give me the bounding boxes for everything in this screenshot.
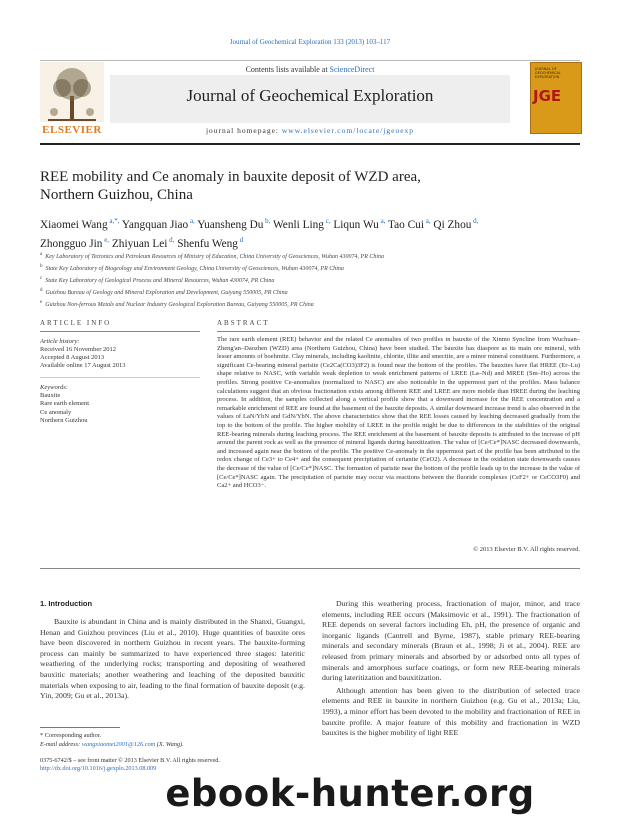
homepage-prefix: journal homepage:	[205, 126, 282, 135]
article-history	[40, 338, 200, 370]
intro-paragraph: Although attention has been given to the distribution of selected trace elements and REE in bauxite in northern Guizhou (e.g. Gu et al., 2013a; Liu, 1993), a minor effort has been devoted to the mobility and fractionation of REE in bauxite profile. A major feature of this mobility and fractionation in WZD bauxites is the higher mobility of light REE	[322, 685, 580, 738]
affiliation-item	[40, 286, 580, 298]
email-link[interactable]: wangxiaomei2001@126.com	[81, 740, 156, 748]
keywords-label: Keywords:	[40, 384, 68, 391]
header-divider	[40, 143, 580, 145]
footnote-divider	[40, 727, 120, 728]
keywords-block	[40, 384, 200, 425]
history-online: Available online 17 August 2013	[40, 362, 126, 369]
author-name[interactable]: Tao Cui	[388, 218, 424, 231]
affiliation-text: Guizhou Non-ferrous Metals and Nuclear Industry Geological Exploration Bureau, Guiyang 550005, PR China	[45, 302, 314, 308]
affiliation-item	[40, 298, 580, 310]
keyword-item: Bauxite	[40, 392, 61, 400]
history-received: Received 16 November 2012	[40, 346, 116, 353]
cover-abbrev: JGE	[533, 87, 562, 105]
abstract-heading: ABSTRACT	[217, 319, 270, 327]
article-info-heading: ARTICLE INFO	[40, 319, 112, 327]
journal-cover-thumbnail	[530, 62, 582, 134]
contents-prefix: Contents lists available at	[245, 65, 330, 74]
author-name[interactable]: Yuansheng Du	[197, 218, 264, 231]
intro-paragraph: Bauxite is abundant in China and is mainly distributed in the Shanxi, Guangxi, Henan and Guizhou provinces (Liu et al., 2010). Huge quantities of bauxite ores have been discovered in northern Guizhou in recent years. The bauxite-forming process can mainly be summarized to have experienced three stages: lateritic weathering of the underlying rocks; transporting and depositing of weathered bauxitic materials; another weathering and leaching of the deposited bauxitic materials when exposing to air, leading to the final formation of bauxite deposit (e.g. Yin, 2009; Gu et al., 2013a).	[40, 617, 305, 701]
journal-homepage	[110, 126, 510, 135]
email-suffix: (X. Wang).	[155, 740, 184, 748]
intro-paragraph: During this weathering process, fractionation of major, minor, and trace elements, including REE occurs (Maksimovic et al., 1991). The fractionation of REE depends on several factors including Eh, pH, the presence of organic and inorganic ligands (Cantrell and Byrne, 1987), stable primary REE-bearing minerals and secondary minerals (Braun et al., 1998; Ji et al., 2004). REE are released from primary minerals and absorbed by or adsorbed onto all types of minerals and amorphous surface coatings, or form new REE-bearing minerals during lateritization and bauxitization.	[322, 599, 580, 683]
author-affiliation-marker[interactable]: c,	[323, 217, 331, 225]
affiliation-key: d	[40, 288, 43, 293]
author-name[interactable]: Zhiyuan Lei	[111, 237, 168, 250]
introduction-heading: 1. Introduction	[40, 599, 93, 608]
homepage-link[interactable]: www.elsevier.com/locate/jgeoexp	[281, 126, 415, 135]
body-column-right	[322, 599, 580, 741]
footnote-star: *	[40, 732, 45, 739]
keyword-item: Northern Guizhou	[40, 416, 88, 424]
journal-reference[interactable]: Journal of Geochemical Exploration 133 (2013) 103–117	[229, 38, 391, 46]
article-title	[40, 168, 580, 204]
history-accepted: Accepted 8 August 2013	[40, 354, 105, 361]
affiliation-list	[40, 250, 580, 310]
author-name[interactable]: Liqun Wu	[333, 218, 379, 231]
affiliation-key: e	[40, 300, 43, 305]
affiliation-text: Key Laboratory of Tectonics and Petroleum Resources of Ministry of Education, China University of Geosciences, Wuhan 430074, PR China	[45, 254, 385, 260]
affiliation-key: a	[40, 252, 43, 257]
doi-link[interactable]: http://dx.doi.org/10.1016/j.gexplo.2013.08.009	[40, 765, 157, 772]
affiliation-text: State Key Laboratory of Geological Process and Mineral Resources, Wuhan 430074, PR China	[45, 278, 275, 284]
watermark-text: ebook-hunter.org	[165, 772, 535, 815]
author-name[interactable]: Qi Zhou	[433, 218, 472, 231]
cover-journal-name: JOURNAL OF GEOCHEMICAL EXPLORATION	[535, 67, 561, 79]
abstract-text: The rare earth element (REE) behavior and the related Ce anomalies of two profiles in bauxite of the Xinmo Syncline from Wuchuan–Zheng'an–Daozhen (WZD) area (Northern Guizhou, China) have been studied. The bauxite has diaspore as its main ore mineral, with lesser amounts of boehmite. Clay minerals, including kaolinite, chlorite, illite and smectite, are a minor mineral constituent. Furthermore, a significant Ce-bearing mineral parisite (Ce2Ca(CO3)3F2) is found near the bottom of the profiles. The bauxites have flat HREE (Er–Lu) shape relative to NASC, with variable weak depletion to weak enrichment patterns of LREE (La–Nd) and MREE (Sm–Ho) across the profiles. Strong positive Ce-anomalies (normalized to NASC) are also noticeable in the uppermost part of the profiles. Mass balance calculations suggest that an obvious fractionation exists among different REE and LREE are more mobile than HREE during the leaching process. In addition, the samples collected along a vertical profile show that a downward increase for the REE concentration and a remarkable enrichment of REE are found at the basement of the bauxite deposits. A similar downward increase trend is also observed in the values of LaN/YbN and GdN/YbN. The above characteristics show that the REE losses caused by leaching decreased gradually from the top to the bottom of the profile. The higher mobility of LREE in the profile might be due to differences in the stabilities of the original REE-bearing minerals during leaching process. The REE enrichment at the basement of bauxite deposits is attributed to the increase of pH around the parent rock as well as the presence of mineral ligands during bauxitization. The value of [Ce/Ce*]NASC decreased downwards, and increased again near the bottom of the profile. The positive Ce-anomaly in the uppermost part of the profile has been attributed to the redox change of Ce3+ to Ce4+ and the consequent precipitation of cerianite (CeO2). A decrease in the oxidation state downwards causes the decrease of the value of [Ce/Ce*]NASC. The formation of parisite near the bottom of the profile leads up to the increase in the value of [Ce/Ce*]NASC again. The precipitation of parisite may occur via reactions between the fluoride complexes (CeF2+ or CeCO3F0) and Ca2+ and HCO3−.	[217, 336, 580, 490]
affiliation-item	[40, 250, 580, 262]
author-name[interactable]: Zhongguo Jin	[40, 237, 103, 250]
abstract-divider	[217, 331, 580, 332]
email-prefix: E-mail address:	[40, 740, 82, 748]
title-line-1: REE mobility and Ce anomaly in bauxite deposit of WZD area,	[40, 169, 421, 185]
authors-line-2	[40, 233, 580, 252]
keyword-item: Ce anomaly	[40, 408, 72, 416]
publisher-name: ELSEVIER	[42, 124, 102, 136]
corresponding-author-footnote	[40, 732, 305, 749]
body-divider	[40, 568, 580, 569]
author-affiliation-marker[interactable]: a,*,	[107, 217, 120, 225]
title-line-2: Northern Guizhou, China	[40, 187, 193, 203]
author-affiliation-marker[interactable]: e,	[102, 235, 110, 244]
author-list	[40, 214, 580, 252]
sciencedirect-link[interactable]: ScienceDirect	[329, 65, 375, 74]
history-label: Article history:	[40, 338, 80, 345]
affiliation-item	[40, 262, 580, 274]
issn-block	[40, 757, 340, 773]
author-affiliation-marker[interactable]: b,	[263, 217, 271, 225]
author-affiliation-marker[interactable]: d,	[167, 235, 175, 244]
author-affiliation-marker[interactable]: a,	[188, 217, 195, 225]
affiliation-item	[40, 274, 580, 286]
author-name[interactable]: Shenfu Weng	[177, 237, 238, 250]
keyword-item: Rare earth element	[40, 400, 90, 408]
journal-title: Journal of Geochemical Exploration	[186, 86, 434, 105]
author-affiliation-marker[interactable]: a,	[423, 217, 431, 225]
affiliation-text: State Key Laboratory of Biogeology and Environment Geology, China University of Geosciences, Wuhan 430074, PR China	[45, 266, 344, 272]
body-column-left	[40, 617, 305, 704]
author-name[interactable]: Yangquan Jiao	[121, 218, 189, 231]
contents-line	[110, 65, 510, 74]
author-affiliation-marker[interactable]: a,	[378, 217, 386, 225]
author-affiliation-marker[interactable]: d	[237, 235, 244, 244]
issn-line: 0375-6742/$ – see front matter © 2013 Elsevier B.V. All rights reserved.	[40, 757, 220, 764]
author-name[interactable]: Xiaomei Wang	[40, 218, 108, 231]
affiliation-key: c	[40, 276, 43, 281]
copyright-notice: © 2013 Elsevier B.V. All rights reserved.	[473, 546, 580, 553]
affiliation-key: b	[40, 264, 43, 269]
keywords-divider	[40, 377, 200, 378]
affiliation-text: Guizhou Bureau of Geology and Mineral Exploration and Development, Guiyang 550005, PR China	[45, 290, 288, 296]
author-name[interactable]: Wenli Ling	[273, 218, 324, 231]
author-affiliation-marker[interactable]: d,	[471, 217, 479, 225]
authors-line-1	[40, 214, 580, 233]
footnote-label: Corresponding author.	[44, 732, 102, 739]
article-info-divider	[40, 331, 200, 332]
